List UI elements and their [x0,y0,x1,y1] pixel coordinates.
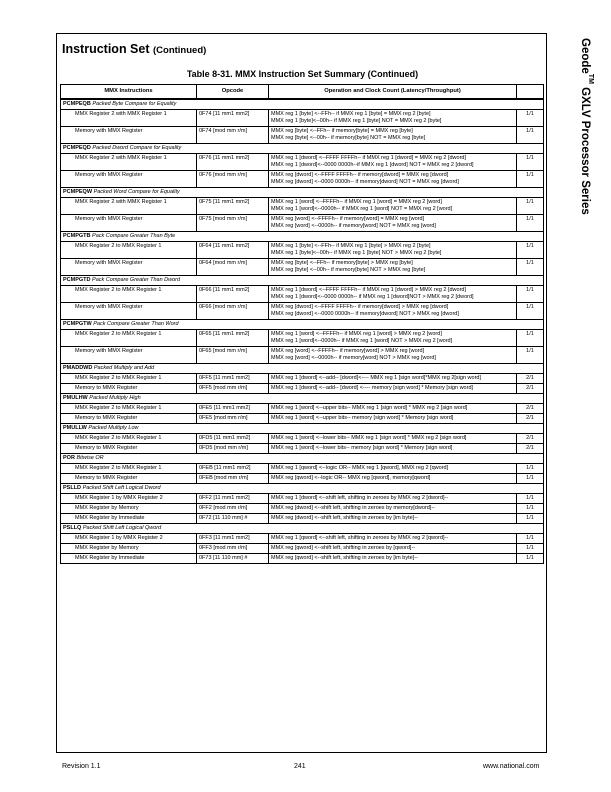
column-header: Opcode [197,85,269,100]
operation-line: MMX reg [qword] <--shift left, shifting in zeroes by [im byte]-- [271,555,418,561]
operation-line: MMX reg 1 [qword] <--logic OR-- MMX reg 1 [qword], MMX reg 2 [qword] [271,465,449,471]
operation-cell [269,374,517,384]
opcode-cell: 0F72 [11 110 mm] # [197,514,269,524]
clock-count-cell: 1/1 [517,554,544,564]
operation-line: MMX reg [word] <--FFFFh-- if memory[word] = MMX reg [word] [271,216,425,222]
operation-cell [269,534,517,544]
table-row [61,494,544,504]
operation-cell [269,504,517,514]
operation-line: MMX reg 1 [word] <--FFFFh-- if MMX reg 1 [word] = MMX reg 2 [word] [271,199,442,205]
opcode-cell: 0FE5 [11 mm1 mm2] [197,404,269,414]
table-row [61,414,544,424]
operation-cell [269,259,517,276]
instruction-cell: MMX Register 2 with MMX Register 1 [61,154,197,171]
table-row [61,384,544,394]
instruction-cell: Memory with MMX Register [61,127,197,144]
group-mnemonic: PSLLQ [63,525,82,531]
operation-line: MMX reg 1 [byte]<--00h-- if MMX reg 1 [byte] NOT > MMX reg 2 [byte] [271,250,442,256]
group-header-cell [61,484,544,494]
operation-line: MMX reg [byte] <--FFh-- if memory[byte] = MMX reg [byte] [271,128,413,134]
operation-line: MMX reg [word] <--FFFFh-- if memory[word] > MMX reg [word] [271,348,425,354]
table-row [61,330,544,347]
instruction-cell: MMX Register 2 to MMX Register 1 [61,404,197,414]
group-description: Packed Shift Left Logical Dword [82,485,161,491]
operation-line: MMX reg 1 [dword] <--add-- [dword] <---- memory [sign word] * Memory [sign word] [271,385,474,391]
group-description: Bitwise OR [76,455,104,461]
table-row [61,259,544,276]
clock-count-cell: 1/1 [517,286,544,303]
opcode-cell: 0FE5 [mod mm r/m] [197,414,269,424]
clock-count-cell: 2/1 [517,374,544,384]
group-header-row [61,144,544,154]
clock-count-cell: 1/1 [517,171,544,188]
operation-line: MMX reg 1 [dword] <--add-- [dword]<---- MMX reg 1 [sign word]*MMX reg 2[sign word] [271,375,481,381]
section-title: Instruction Set (Continued) [62,42,207,56]
group-description: Packed Multiply High [89,395,141,401]
clock-count-cell: 1/1 [517,330,544,347]
footer-page-number: 241 [294,763,306,770]
clock-count-cell: 1/1 [517,127,544,144]
instruction-cell: MMX Register by Immediate [61,514,197,524]
group-description: Pack Compare Greater Than Dword [92,277,181,283]
operation-cell [269,404,517,414]
operation-line: MMX reg [dword] <--shift left, shifting in zeroes by [im byte]-- [271,515,418,521]
opcode-cell: 0FD5 [11 mm1 mm2] [197,434,269,444]
instruction-cell: Memory with MMX Register [61,215,197,232]
group-mnemonic: POR [63,455,75,461]
table-row [61,215,544,232]
instruction-cell: MMX Register 1 by MMX Register 2 [61,534,197,544]
group-header-cell [61,320,544,330]
instruction-cell: MMX Register 2 to MMX Register 1 [61,464,197,474]
table-row [61,534,544,544]
table-row [61,198,544,215]
instruction-cell: Memory with MMX Register [61,171,197,188]
group-mnemonic: PCMPGTB [63,233,91,239]
instruction-cell: Memory to MMX Register [61,384,197,394]
group-header-cell [61,232,544,242]
opcode-cell: 0F76 [11 mm1 mm2] [197,154,269,171]
clock-count-cell: 1/1 [517,347,544,364]
clock-count-cell: 2/1 [517,444,544,454]
table-row [61,374,544,384]
opcode-cell: 0FF2 [mod mm r/m] [197,504,269,514]
group-description: Packed Multiply Low [88,425,139,431]
operation-line: MMX reg 1 [dword] <--FFFF FFFFh-- if MMX reg 1 [dword] > MMX reg 2 [dword] [271,287,466,293]
group-mnemonic: PMULLW [63,425,87,431]
opcode-cell: 0F75 [11 mm1 mm2] [197,198,269,215]
clock-count-cell: 1/1 [517,110,544,127]
group-header-row [61,524,544,534]
table-row [61,464,544,474]
instruction-cell: MMX Register 1 by MMX Register 2 [61,494,197,504]
instruction-cell: Memory with MMX Register [61,347,197,364]
operation-cell [269,110,517,127]
operation-line: MMX reg [dword] <--FFFF FFFFh-- if memory[dword] = MMX reg [dword] [271,172,449,178]
group-header-row [61,99,544,110]
table-row [61,514,544,524]
group-mnemonic: PMULHW [63,395,88,401]
clock-count-cell: 1/1 [517,504,544,514]
instruction-cell: MMX Register 2 to MMX Register 1 [61,286,197,303]
group-header-cell [61,99,544,110]
table-row [61,154,544,171]
operation-line: MMX reg [word] <--0000h-- if memory[word] NOT = MMX reg [word] [271,223,436,229]
operation-cell [269,171,517,188]
group-header-row [61,394,544,404]
clock-count-cell: 1/1 [517,198,544,215]
opcode-cell: 0F66 [mod mm r/m] [197,303,269,320]
instruction-cell: MMX Register by Memory [61,504,197,514]
group-mnemonic: PCMPGTD [63,277,91,283]
column-header [517,85,544,100]
operation-line: MMX reg 1 [word] <--FFFFh-- if MMX reg 1 [word] > MMX reg 2 [word] [271,331,442,337]
instruction-cell: MMX Register 2 to MMX Register 1 [61,242,197,259]
group-mnemonic: PCMPEQW [63,189,93,195]
clock-count-cell: 2/1 [517,384,544,394]
group-description: Pack Compare Greater Than Byte [92,233,176,239]
clock-count-cell: 2/1 [517,404,544,414]
operation-line: MMX reg [qword] <--shift left, shifting in zeroes by [qword]-- [271,545,416,551]
operation-line: MMX reg 1 [word]<--0000h-- if MMX reg 1 [word] NOT > MMX reg 2 [word] [271,338,453,344]
group-header-cell [61,364,544,374]
group-mnemonic: PCMPEQD [63,145,91,151]
operation-line: MMX reg 1 [word] <--upper bits-- MMX reg 1 [sign word] * MMX reg 2 [sign word] [271,405,468,411]
operation-line: MMX reg [dword] <--FFFF FFFFh-- if memory[dword] > MMX reg [dword] [271,304,449,310]
operation-cell [269,464,517,474]
table-row [61,554,544,564]
opcode-cell: 0F73 [11 110 mm] # [197,554,269,564]
table-row [61,404,544,414]
mmx-instruction-table [60,84,544,564]
operation-cell [269,384,517,394]
operation-cell [269,154,517,171]
instruction-cell: Memory to MMX Register [61,444,197,454]
operation-line: MMX reg [word] <--0000h-- if memory[word] NOT > MMX reg [word] [271,355,436,361]
group-header-cell [61,454,544,464]
opcode-cell: 0F64 [11 mm1 mm2] [197,242,269,259]
group-description: Packed Word Compare for Equality [93,189,180,195]
opcode-cell: 0F65 [mod mm r/m] [197,347,269,364]
group-header-row [61,188,544,198]
opcode-cell: 0F64 [mod mm r/m] [197,259,269,276]
operation-cell [269,414,517,424]
opcode-cell: 0FF5 [11 mm1 mm2] [197,374,269,384]
operation-cell [269,494,517,504]
opcode-cell: 0FF2 [11 mm1 mm2] [197,494,269,504]
instruction-cell: Memory with MMX Register [61,303,197,320]
operation-cell [269,330,517,347]
clock-count-cell: 1/1 [517,464,544,474]
operation-line: MMX reg [qword] <--logic OR-- MMX reg [qword], memory[qword] [271,475,431,481]
operation-line: MMX reg [dword] <--0000 0000h-- if memory[dword] NOT > MMX reg [dword] [271,311,459,317]
instruction-cell: MMX Register 2 to MMX Register 1 [61,434,197,444]
group-header-row [61,320,544,330]
footer-revision: Revision 1.1 [62,763,101,770]
operation-line: MMX reg 1 [byte] <--FFh-- if MMX reg 1 [byte] = MMX reg 2 [byte] [271,111,431,117]
group-header-cell [61,144,544,154]
column-header: Operation and Clock Count (Latency/Throughput) [269,85,517,100]
opcode-cell: 0FF3 [11 mm1 mm2] [197,534,269,544]
operation-line: MMX reg 1 [dword]<--0000 0000h-- if MMX reg 1 [dword]NOT > MMX reg 2 [dword] [271,294,474,300]
clock-count-cell: 1/1 [517,474,544,484]
table-body [61,99,544,564]
opcode-cell: 0F74 [11 mm1 mm2] [197,110,269,127]
opcode-cell: 0F76 [mod mm r/m] [197,171,269,188]
operation-line: MMX reg 1 [dword]<--0000 0000h--if MMX reg 1 [dword] NOT = MMX reg 2 [dword] [271,162,474,168]
instruction-cell: MMX Register 2 with MMX Register 1 [61,198,197,215]
group-mnemonic: PSLLD [63,485,82,491]
table-row [61,303,544,320]
instruction-cell: Memory to MMX Register [61,414,197,424]
group-header-cell [61,188,544,198]
operation-cell [269,434,517,444]
operation-cell [269,347,517,364]
group-header-row [61,364,544,374]
clock-count-cell: 1/1 [517,259,544,276]
opcode-cell: 0F66 [11 mm1 mm2] [197,286,269,303]
group-header-cell [61,524,544,534]
opcode-cell: 0F75 [mod mm r/m] [197,215,269,232]
operation-line: MMX reg 1 [word] <--lower bits-- memory [sign word] * Memory [sign word] [271,445,453,451]
section-title-suffix: (Continued) [153,45,207,56]
operation-line: MMX reg [byte] <--00h-- if memory[byte] NOT = MMX reg [byte] [271,135,426,141]
opcode-cell: 0FF5 [mod mm r/m] [197,384,269,394]
instruction-cell: MMX Register 2 to MMX Register 1 [61,374,197,384]
column-header: MMX Instructions [61,85,197,100]
instruction-cell: Memory with MMX Register [61,259,197,276]
table-row [61,434,544,444]
table-row [61,110,544,127]
operation-cell [269,286,517,303]
clock-count-cell: 1/1 [517,514,544,524]
operation-cell [269,215,517,232]
group-description: Packed Shift Left Logical Qword [82,525,162,531]
opcode-cell: 0FEB [mod mm r/m] [197,474,269,484]
table-row [61,347,544,364]
clock-count-cell: 1/1 [517,494,544,504]
clock-count-cell: 1/1 [517,534,544,544]
group-header-row [61,484,544,494]
table-header-row [61,85,544,100]
table-row [61,127,544,144]
opcode-cell: 0F65 [11 mm1 mm2] [197,330,269,347]
group-description: Packed Dword Compare for Equality [92,145,182,151]
table-row [61,474,544,484]
operation-line: MMX reg [byte] <--FFh-- if memory[byte] > MMX reg [byte] [271,260,413,266]
table-row [61,242,544,259]
operation-cell [269,127,517,144]
operation-line: MMX reg 1 [byte] <--FFh-- if MMX reg 1 [byte] > MMX reg 2 [byte] [271,243,431,249]
table-row [61,286,544,303]
instruction-cell: MMX Register by Immediate [61,554,197,564]
operation-line: MMX reg 1 [word] <--upper bits-- memory [sign word] * Memory [sign word] [271,415,454,421]
table-row [61,504,544,514]
instruction-cell: MMX Register 2 with MMX Register 1 [61,110,197,127]
group-mnemonic: PCMPEQB [63,101,91,107]
operation-cell [269,198,517,215]
group-description: Packed Byte Compare for Equality [92,101,177,107]
operation-line: MMX reg [byte] <--00h-- if memory[byte] NOT > MMX reg [byte] [271,267,426,273]
operation-cell [269,554,517,564]
table-title: Table 8-31. MMX Instruction Set Summary (Continued) [186,69,419,79]
table-row [61,544,544,554]
operation-line: MMX reg 1 [dword] <--FFFF FFFFh-- if MMX reg 1 [dword] = MMX reg 2 [dword] [271,155,466,161]
footer-url: www.national.com [483,763,540,770]
group-header-row [61,424,544,434]
operation-cell [269,544,517,554]
group-header-cell [61,394,544,404]
clock-count-cell: 2/1 [517,434,544,444]
opcode-cell: 0FD5 [mod mm r/m] [197,444,269,454]
operation-line: MMX reg 1 [qword] <--shift left, shifting in zeroes by MMX reg 2 [qword]-- [271,535,449,541]
group-header-row [61,276,544,286]
operation-cell [269,242,517,259]
operation-line: MMX reg 1 [word]<--0000h-- if MMX reg 1 [word] NOT = MMX reg 2 [word] [271,206,453,212]
group-header-row [61,454,544,464]
group-mnemonic: PCMPGTW [63,321,92,327]
group-description: Pack Compare Greater Than Word [93,321,179,327]
operation-line: MMX reg 1 [dword] <--shift left, shifting in zeroes by MMX reg 2 [dword]-- [271,495,449,501]
instruction-cell: MMX Register 2 to MMX Register 1 [61,330,197,347]
group-header-cell [61,276,544,286]
group-description: Packed Multiply and Add [93,365,155,371]
group-mnemonic: PMADDWD [63,365,93,371]
operation-line: MMX reg [dword] <--shift left, shifting in zeroes by memory[dword]-- [271,505,435,511]
operation-line: MMX reg 1 [byte]<--00h-- if MMX reg 1 [byte] NOT = MMX reg 2 [byte] [271,118,442,124]
opcode-cell: 0FEB [11 mm1 mm2] [197,464,269,474]
clock-count-cell: 2/1 [517,414,544,424]
side-title: Geode™ GXLV Processor Series [579,38,594,215]
instruction-cell: MMX Register by Memory [61,544,197,554]
clock-count-cell: 1/1 [517,544,544,554]
clock-count-cell: 1/1 [517,242,544,259]
operation-cell [269,303,517,320]
clock-count-cell: 1/1 [517,303,544,320]
group-header-row [61,232,544,242]
operation-cell [269,444,517,454]
operation-line: MMX reg [dword] <--0000 0000h-- if memory[dword] NOT = MMX reg [dword] [271,179,459,185]
opcode-cell: 0F74 [mod mm r/m] [197,127,269,144]
operation-cell [269,514,517,524]
operation-line: MMX reg 1 [word] <--lower bits-- MMX reg 1 [sign word] * MMX reg 2 [sign word] [271,435,467,441]
clock-count-cell: 1/1 [517,215,544,232]
instruction-cell: Memory to MMX Register [61,474,197,484]
group-header-cell [61,424,544,434]
table-row [61,171,544,188]
clock-count-cell: 1/1 [517,154,544,171]
operation-cell [269,474,517,484]
table-row [61,444,544,454]
opcode-cell: 0FF3 [mod mm r/m] [197,544,269,554]
